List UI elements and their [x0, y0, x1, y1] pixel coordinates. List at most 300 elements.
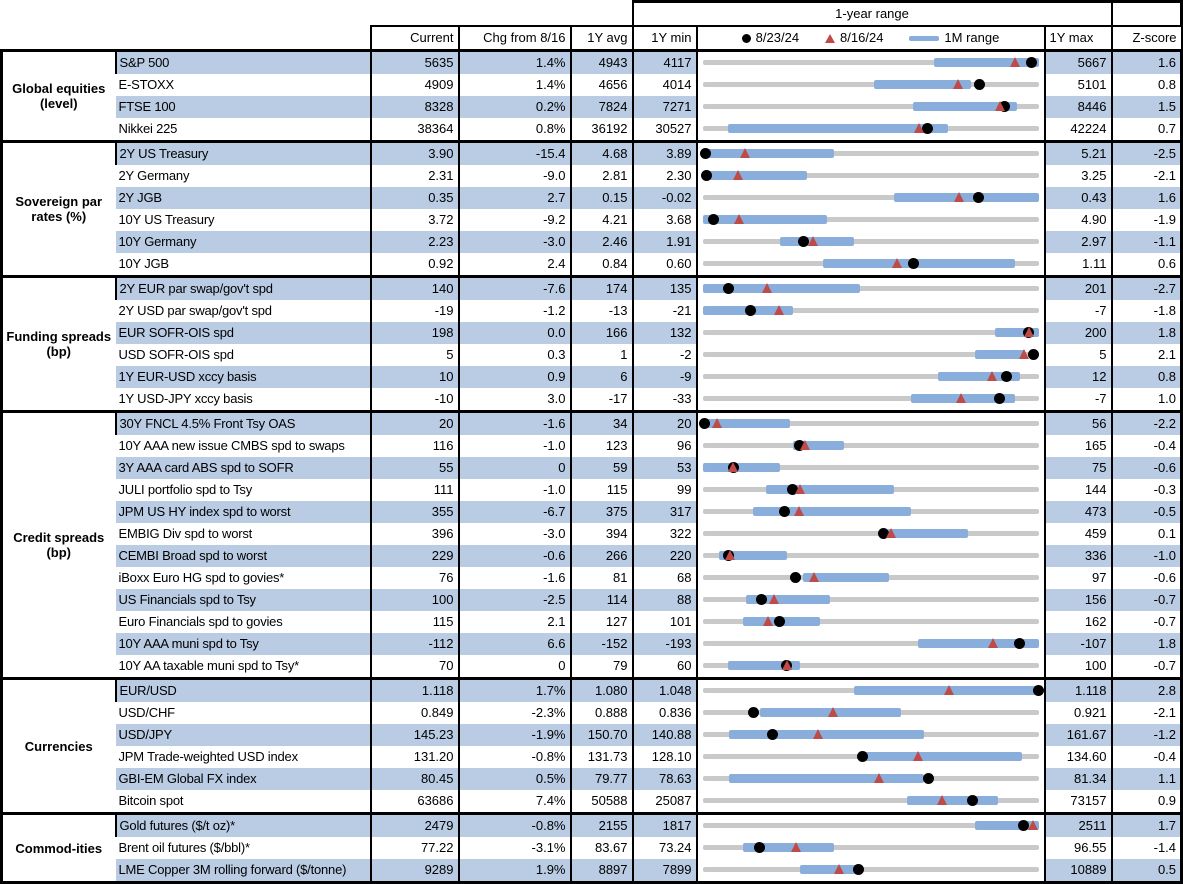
cell-name: 10Y AAA muni spd to Tsy	[116, 633, 371, 655]
cell-name: 2Y Germany	[118, 168, 190, 183]
one-year-range-chart	[703, 165, 1039, 187]
range-section-title: 1-year range	[633, 2, 1112, 27]
cell-current: 20	[371, 412, 459, 436]
prior-week-triangle-marker	[1010, 57, 1020, 67]
cell-1y-avg: -152	[571, 633, 633, 655]
table-row	[2, 187, 1182, 209]
one-year-range-chart	[703, 479, 1039, 501]
cell-name: LME Copper 3M rolling forward ($/tonne)	[116, 859, 371, 883]
cell-1y-min: 0.836	[633, 702, 697, 724]
table-row	[2, 859, 1182, 883]
prior-week-triangle-marker	[795, 484, 805, 494]
cell-current: 38364	[371, 118, 459, 142]
cell-1y-min: 128.10	[633, 746, 697, 768]
cell-1y-max: 100	[1045, 655, 1112, 679]
cell-1y-min: -0.02	[633, 187, 697, 209]
cell-chg-from-8-16: -0.6	[459, 545, 571, 567]
legend-item-current	[742, 27, 799, 49]
cell-name: FTSE 100	[116, 96, 371, 118]
section-currencies	[2, 679, 1182, 814]
cell-chg-from-8-16: 0.9	[459, 366, 571, 388]
range-chart-cell	[697, 814, 1045, 838]
one-year-range-chart	[703, 746, 1039, 768]
table-header	[2, 2, 1182, 51]
prior-week-triangle-marker	[1019, 349, 1029, 359]
one-month-range-bar	[887, 529, 968, 538]
one-year-range-chart	[703, 655, 1039, 677]
cell-1y-avg: 34	[571, 412, 633, 436]
table-row	[2, 366, 1182, 388]
cell-1y-min: -21	[633, 300, 697, 322]
cell-name: JULI portfolio spd to Tsy	[118, 482, 252, 497]
range-chart-cell	[697, 165, 1045, 187]
cell-chg-from-8-16: 6.6	[459, 633, 571, 655]
range-chart-cell	[697, 679, 1045, 703]
cell-1y-max: 3.25	[1045, 165, 1112, 187]
table-row	[2, 633, 1182, 655]
cell-1y-min: 7899	[633, 859, 697, 883]
one-year-range-chart	[703, 815, 1039, 837]
cell-1y-max: -7	[1045, 300, 1112, 322]
cell-1y-avg: 1	[571, 344, 633, 366]
one-year-range-chart	[703, 344, 1039, 366]
one-year-range-chart	[703, 790, 1039, 812]
cell-1y-avg: 50588	[571, 790, 633, 814]
range-chart-cell	[697, 388, 1045, 412]
cell-name: 10Y Germany	[116, 231, 371, 253]
cell-name: 10Y JGB	[118, 256, 169, 271]
section-label-line: Global equities	[12, 81, 106, 96]
cell-current: -112	[371, 633, 459, 655]
cell-1y-max: 156	[1045, 589, 1112, 611]
cell-1y-max: 2.97	[1045, 231, 1112, 253]
cell-name: 30Y FNCL 4.5% Front Tsy OAS	[116, 412, 371, 436]
cell-chg-from-8-16: 1.4%	[459, 51, 571, 75]
cell-z-score: 0.7	[1112, 118, 1182, 142]
legend-label-prior-date: 8/16/24	[840, 30, 884, 45]
cell-z-score: 1.6	[1112, 51, 1182, 75]
cell-chg-from-8-16: -1.0	[459, 435, 571, 457]
cell-current: 355	[371, 501, 459, 523]
section-label-line: Commod-ities	[15, 840, 103, 856]
section-label-line: rates (%)	[31, 209, 87, 224]
range-chart-cell	[697, 501, 1045, 523]
table-row	[2, 457, 1182, 479]
one-year-range-chart	[703, 413, 1039, 435]
cell-name: 2Y JGB	[116, 187, 371, 209]
cell-z-score: -1.1	[1112, 231, 1182, 253]
cell-chg-from-8-16: 0.5%	[459, 768, 571, 790]
cell-1y-min: 96	[633, 435, 697, 457]
prior-week-triangle-marker	[953, 79, 963, 89]
header-row-columns	[2, 26, 1182, 51]
cell-z-score: -0.7	[1112, 589, 1182, 611]
current-level-dot-marker	[745, 305, 756, 316]
section-credit-spreads	[2, 412, 1182, 679]
cell-current: 0.92	[371, 253, 459, 277]
table-row	[2, 300, 1182, 322]
cell-1y-avg: 166	[571, 322, 633, 344]
legend-item-prior	[825, 27, 883, 49]
cell-current: 2.23	[371, 231, 459, 253]
cell-1y-min: 132	[633, 322, 697, 344]
current-level-dot-marker	[748, 707, 759, 718]
current-level-dot-marker	[779, 506, 790, 517]
range-chart-cell	[697, 366, 1045, 388]
cell-1y-avg: 114	[571, 589, 633, 611]
cell-1y-min: 4014	[633, 74, 697, 96]
cell-1y-max: 336	[1045, 545, 1112, 567]
one-year-range-chart	[703, 118, 1039, 140]
section-label	[2, 679, 116, 814]
cell-1y-max: 162	[1045, 611, 1112, 633]
prior-week-triangle-marker	[733, 170, 743, 180]
current-level-dot-marker	[700, 148, 711, 159]
table-row	[2, 74, 1182, 96]
cell-z-score: 0.9	[1112, 790, 1182, 814]
prior-week-triangle-marker	[944, 685, 954, 695]
one-month-range-bar	[703, 463, 780, 472]
cell-1y-min: 60	[633, 655, 697, 679]
prior-week-triangle-marker	[725, 550, 735, 560]
one-year-range-chart	[703, 589, 1039, 611]
cell-1y-max: 0.43	[1045, 187, 1112, 209]
cell-current: 63686	[371, 790, 459, 814]
prior-week-triangle-marker	[1028, 820, 1038, 830]
cell-current: -10	[371, 388, 459, 412]
cell-1y-avg: 115	[571, 479, 633, 501]
range-chart-cell	[697, 702, 1045, 724]
cell-1y-max: 0.921	[1045, 702, 1112, 724]
range-chart-cell	[697, 187, 1045, 209]
one-month-range-bar	[864, 752, 1022, 761]
cell-1y-avg: 7824	[571, 96, 633, 118]
current-level-dot-marker	[923, 773, 934, 784]
prior-week-triangle-marker	[987, 371, 997, 381]
cell-chg-from-8-16: -0.8%	[459, 814, 571, 838]
one-year-range-chart	[703, 300, 1039, 322]
cell-1y-max: 10889	[1045, 859, 1112, 883]
cell-z-score: -1.8	[1112, 300, 1182, 322]
prior-week-triangle-marker	[800, 440, 810, 450]
one-year-range-chart	[703, 633, 1039, 655]
section-label	[2, 412, 116, 679]
cell-chg-from-8-16: 0	[459, 655, 571, 679]
table-row	[2, 142, 1182, 166]
one-year-range-chart	[703, 74, 1039, 96]
cell-1y-min: 7271	[633, 96, 697, 118]
current-level-dot-marker	[701, 170, 712, 181]
cell-1y-max: 134.60	[1045, 746, 1112, 768]
cell-1y-avg: 394	[571, 523, 633, 545]
cell-chg-from-8-16: 1.9%	[459, 859, 571, 883]
cell-name: 3Y AAA card ABS spd to SOFR	[116, 457, 371, 479]
section-funding-spreads	[2, 277, 1182, 412]
section-commodities	[2, 814, 1182, 883]
cell-1y-avg: 2155	[571, 814, 633, 838]
cell-z-score: -0.7	[1112, 655, 1182, 679]
cell-1y-max: 459	[1045, 523, 1112, 545]
cell-current: 77.22	[371, 837, 459, 859]
cell-chg-from-8-16: -3.0	[459, 523, 571, 545]
cell-current: 131.20	[371, 746, 459, 768]
cell-z-score: -2.5	[1112, 142, 1182, 166]
cell-1y-min: 322	[633, 523, 697, 545]
column-header-z-score: Z-score	[1112, 26, 1182, 51]
one-year-range-chart	[703, 143, 1039, 165]
one-year-range-chart	[703, 859, 1039, 881]
cell-chg-from-8-16: -15.4	[459, 142, 571, 166]
one-year-range-chart	[703, 96, 1039, 118]
section-label	[2, 814, 116, 883]
cell-1y-max: 1.118	[1045, 679, 1112, 703]
prior-week-triangle-marker	[956, 393, 966, 403]
table-row	[2, 96, 1182, 118]
cell-name: USD SOFR-OIS spd	[118, 347, 234, 362]
cell-1y-avg: 4943	[571, 51, 633, 75]
cell-current: 2479	[371, 814, 459, 838]
cell-1y-avg: 2.81	[571, 165, 633, 187]
cell-name: 10Y AA taxable muni spd to Tsy*	[118, 658, 299, 673]
prior-week-triangle-marker	[734, 214, 744, 224]
table-row	[2, 768, 1182, 790]
prior-week-triangle-marker	[886, 528, 896, 538]
cell-name: JPM US HY index spd to worst	[116, 501, 371, 523]
header-row-top	[2, 2, 1182, 27]
cell-chg-from-8-16: 2.1	[459, 611, 571, 633]
cell-1y-max: 42224	[1045, 118, 1112, 142]
cell-z-score: 1.8	[1112, 322, 1182, 344]
one-year-range-chart	[703, 253, 1039, 275]
cell-current: 9289	[371, 859, 459, 883]
range-chart-cell	[697, 253, 1045, 277]
cell-1y-max: 5	[1045, 344, 1112, 366]
column-header-1y-avg: 1Y avg	[571, 26, 633, 51]
one-year-range-chart	[703, 724, 1039, 746]
cell-current: 198	[371, 322, 459, 344]
one-year-range-track	[703, 82, 1039, 87]
cell-1y-max: 56	[1045, 412, 1112, 436]
table-row	[2, 344, 1182, 366]
one-year-range-track	[703, 330, 1039, 335]
one-month-range-bar	[703, 215, 827, 224]
legend-items	[698, 27, 1044, 49]
cell-1y-min: 88	[633, 589, 697, 611]
table-row	[2, 702, 1182, 724]
section-label-line: (level)	[39, 96, 78, 111]
cell-1y-min: 140.88	[633, 724, 697, 746]
cell-1y-avg: 127	[571, 611, 633, 633]
cell-z-score: -2.1	[1112, 702, 1182, 724]
cell-name: 2Y US Treasury	[116, 142, 371, 166]
cell-1y-min: 78.63	[633, 768, 697, 790]
cell-z-score: -0.4	[1112, 746, 1182, 768]
cell-chg-from-8-16: -1.6	[459, 567, 571, 589]
cell-chg-from-8-16: -1.0	[459, 479, 571, 501]
range-chart-cell	[697, 724, 1045, 746]
section-label-line: (bp)	[46, 344, 72, 359]
cell-name: Nikkei 225	[118, 121, 178, 136]
prior-week-triangle-marker	[937, 795, 947, 805]
prior-week-triangle-marker	[763, 616, 773, 626]
cell-1y-max: 81.34	[1045, 768, 1112, 790]
table-row	[2, 435, 1182, 457]
one-year-range-chart	[703, 545, 1039, 567]
cell-chg-from-8-16: -1.2	[459, 300, 571, 322]
cell-name: Bitcoin spot	[118, 793, 184, 808]
cell-1y-min: 25087	[633, 790, 697, 814]
range-chart-cell	[697, 523, 1045, 545]
prior-week-triangle-marker	[914, 123, 924, 133]
cell-1y-min: 317	[633, 501, 697, 523]
cell-name: iBoxx Euro HG spd to govies*	[118, 570, 285, 585]
current-level-dot-marker	[723, 283, 734, 294]
range-chart-cell	[697, 344, 1045, 366]
table-row	[2, 655, 1182, 679]
cell-z-score: -0.4	[1112, 435, 1182, 457]
prior-week-triangle-marker	[728, 462, 738, 472]
cell-name: USD/CHF	[118, 705, 175, 720]
table-row	[2, 567, 1182, 589]
one-year-range-chart	[703, 187, 1039, 209]
current-level-dot-marker	[1014, 638, 1025, 649]
cell-chg-from-8-16: 1.4%	[459, 74, 571, 96]
one-year-range-chart	[703, 278, 1039, 300]
cell-1y-min: 3.68	[633, 209, 697, 231]
range-chart-cell	[697, 322, 1045, 344]
cell-z-score: 1.8	[1112, 633, 1182, 655]
prior-week-triangle-marker	[1024, 327, 1034, 337]
blue-range-bar-icon	[909, 36, 939, 41]
cell-chg-from-8-16: -0.8%	[459, 746, 571, 768]
cell-1y-max: 161.67	[1045, 724, 1112, 746]
prior-week-triangle-marker	[809, 572, 819, 582]
cell-1y-min: 99	[633, 479, 697, 501]
cell-name: USD/JPY	[116, 724, 371, 746]
cell-current: 80.45	[371, 768, 459, 790]
current-level-dot-marker	[908, 258, 919, 269]
one-month-range-bar	[907, 796, 998, 805]
table-row	[2, 479, 1182, 501]
cell-1y-avg: 1.080	[571, 679, 633, 703]
one-month-range-bar	[975, 350, 1025, 359]
cell-z-score: -0.6	[1112, 457, 1182, 479]
header-top-spacer	[2, 2, 633, 27]
cell-chg-from-8-16: -9.0	[459, 165, 571, 187]
cell-name: 2Y EUR par swap/gov't spd	[116, 277, 371, 301]
cell-name: EMBIG Div spd to worst	[118, 526, 253, 541]
one-year-range-chart	[703, 680, 1039, 702]
table-row	[2, 118, 1182, 142]
one-year-range-chart	[703, 611, 1039, 633]
one-year-range-chart	[703, 768, 1039, 790]
column-header-1y-min: 1Y min	[633, 26, 697, 51]
cell-1y-max: 5.21	[1045, 142, 1112, 166]
cell-name: 1Y EUR-USD xccy basis	[116, 366, 371, 388]
range-chart-cell	[697, 300, 1045, 322]
cell-1y-max: 2511	[1045, 814, 1112, 838]
one-year-range-chart	[703, 702, 1039, 724]
one-month-range-bar	[703, 149, 834, 158]
range-chart-cell	[697, 74, 1045, 96]
cell-1y-avg: 79	[571, 655, 633, 679]
cell-z-score: -1.4	[1112, 837, 1182, 859]
cell-1y-max: 12	[1045, 366, 1112, 388]
current-level-dot-marker	[974, 79, 985, 90]
one-month-range-bar	[703, 171, 807, 180]
one-year-range-chart	[703, 209, 1039, 231]
cell-z-score: 0.5	[1112, 859, 1182, 883]
section-label	[2, 277, 116, 412]
cell-1y-avg: 79.77	[571, 768, 633, 790]
range-chart-cell	[697, 633, 1045, 655]
one-year-range-chart	[703, 567, 1039, 589]
cell-name: EUR SOFR-OIS spd	[116, 322, 371, 344]
range-chart-cell	[697, 118, 1045, 142]
cell-1y-max: 1.11	[1045, 253, 1112, 277]
cell-1y-max: 200	[1045, 322, 1112, 344]
one-year-range-track	[703, 867, 1039, 872]
section-sovereign-par-rates	[2, 142, 1182, 277]
cell-current: 70	[371, 655, 459, 679]
table-row	[2, 589, 1182, 611]
table-row	[2, 231, 1182, 253]
range-chart-cell	[697, 837, 1045, 859]
range-chart-cell	[697, 589, 1045, 611]
column-header-current: Current	[371, 26, 459, 51]
cell-name: CEMBI Broad spd to worst	[116, 545, 371, 567]
table-row	[2, 837, 1182, 859]
cell-z-score: 0.1	[1112, 523, 1182, 545]
cell-name: Gold futures ($/t oz)*	[116, 814, 371, 838]
one-year-range-chart	[703, 837, 1039, 859]
cell-z-score: 0.8	[1112, 366, 1182, 388]
cell-1y-max: 473	[1045, 501, 1112, 523]
range-chart-cell	[697, 142, 1045, 166]
one-year-range-chart	[703, 523, 1039, 545]
cell-1y-min: 68	[633, 567, 697, 589]
prior-week-triangle-marker	[995, 101, 1005, 111]
cell-name: 10Y AAA new issue CMBS spd to swaps	[118, 438, 345, 453]
one-year-range-chart	[703, 231, 1039, 253]
range-chart-cell	[697, 545, 1045, 567]
black-dot-icon	[742, 34, 751, 43]
table-row	[2, 790, 1182, 814]
range-chart-cell	[697, 277, 1045, 301]
one-month-range-bar	[934, 58, 1038, 67]
range-chart-cell	[697, 435, 1045, 457]
prior-week-triangle-marker	[892, 258, 902, 268]
legend-label-1m-range: 1M range	[944, 30, 1000, 45]
cell-1y-max: 75	[1045, 457, 1112, 479]
cell-current: 0.849	[371, 702, 459, 724]
cell-current: 10	[371, 366, 459, 388]
column-header-chg: Chg from 8/16	[459, 26, 571, 51]
table-row	[2, 209, 1182, 231]
prior-week-triangle-marker	[769, 594, 779, 604]
table-row	[2, 724, 1182, 746]
cell-1y-min: 73.24	[633, 837, 697, 859]
range-chart-cell	[697, 479, 1045, 501]
range-chart-cell	[697, 768, 1045, 790]
cell-1y-max: 8446	[1045, 96, 1112, 118]
cell-chg-from-8-16: -6.7	[459, 501, 571, 523]
one-year-range-track	[703, 239, 1039, 244]
table-row	[2, 501, 1182, 523]
cell-1y-max: 4.90	[1045, 209, 1112, 231]
red-triangle-icon	[825, 34, 835, 43]
cell-1y-min: -193	[633, 633, 697, 655]
